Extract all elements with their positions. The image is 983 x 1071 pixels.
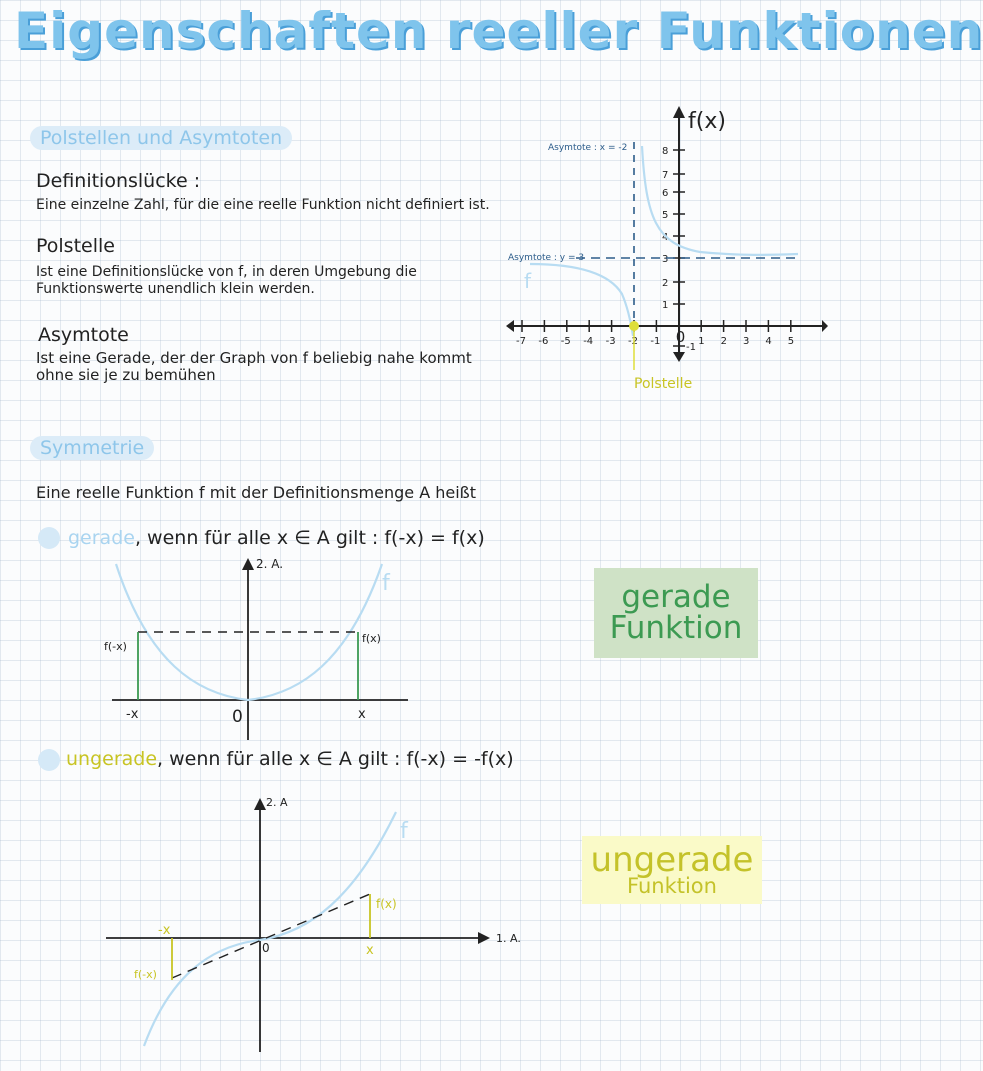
pole-graph-y-tick-label: 5: [662, 210, 669, 221]
pole-graph-y-tick-label: 2: [662, 278, 669, 289]
odd-graph-right-x: x: [366, 943, 374, 958]
even-graph-left-value: f(-x): [104, 640, 127, 653]
odd-graph-secant: [172, 894, 370, 978]
pole-graph-x-tick-label: -1: [650, 336, 661, 347]
odd-definition: [66, 748, 514, 770]
odd-graph: [100, 790, 540, 1060]
odd-graph-curve: [144, 812, 396, 1046]
even-box-line2: Funktion: [609, 610, 743, 646]
pole-graph-x-tick-label: -2: [628, 336, 638, 347]
odd-graph-origin: 0: [262, 941, 270, 955]
even-keyword: gerade: [68, 527, 135, 549]
horizontal-asymptote-label: Asymtote : y = 3: [508, 253, 585, 263]
even-function-box: [594, 568, 758, 658]
pole-graph-x-tick-label: -5: [560, 336, 571, 347]
term-definitionsluecke: Definitionslücke :: [36, 170, 201, 192]
term-asymtote: Asymtote: [38, 324, 129, 346]
pole-graph-x-tick-label: 2: [720, 336, 727, 347]
even-graph-y-arrow: [242, 558, 254, 570]
odd-condition: , wenn für alle x ∈ A gilt : f(-x) = -f(x): [157, 748, 514, 770]
odd-graph-right-value: f(x): [376, 897, 397, 911]
pole-graph-x-tick-label: -6: [538, 336, 549, 347]
pole-graph-x-tick-label: 0: [675, 328, 686, 346]
odd-keyword: ungerade: [66, 748, 158, 770]
pole-graph-y-tick-label: 3: [662, 254, 669, 265]
even-graph-left-x: -x: [126, 707, 139, 722]
pole-graph-y-tick-label: 4: [662, 232, 669, 243]
page-title: Eigenschaften reeller Funktionen: [14, 2, 983, 60]
pole-graph-y-arrow: [673, 106, 685, 118]
odd-graph-left-value: f(-x): [134, 968, 157, 981]
section-label-poles: Polstellen und Asymtoten: [30, 126, 292, 150]
pole-graph-y-tick-label: -1: [686, 342, 696, 353]
pole-graph-y-axis-label: f(x): [688, 109, 726, 134]
pole-graph-y-tick-label: 8: [662, 146, 669, 157]
odd-graph-y-axis-label: 2. A: [266, 796, 288, 809]
pole-graph-x-tick-label: 5: [787, 336, 795, 347]
pole-graph-x-tick-label: 3: [743, 336, 750, 347]
odd-graph-y-arrow: [254, 798, 266, 810]
text-asymtote: Ist eine Gerade, der der Graph von f beliebig nahe kommt ohne sie je zu bemühen: [36, 349, 472, 384]
bullet-even: [38, 527, 60, 549]
even-graph: [96, 552, 416, 742]
odd-box-line2: Funktion: [627, 874, 717, 898]
pole-graph: [500, 98, 828, 398]
pole-graph-y-tick-label: 1: [662, 300, 669, 311]
symmetry-intro: Eine reelle Funktion f mit der Definitionsmenge A heißt: [36, 483, 477, 502]
even-definition: [68, 527, 485, 549]
bullet-odd: [38, 749, 60, 771]
even-graph-origin: 0: [232, 707, 243, 727]
pole-graph-x-tick-label: 1: [698, 336, 705, 347]
odd-graph-x-arrow: [478, 932, 490, 944]
vertical-asymptote-label: Asymtote : x = -2: [548, 143, 628, 153]
odd-graph-left-x: -x: [158, 923, 171, 938]
pole-label: Polstelle: [634, 376, 693, 392]
pole-graph-y-tick-label: 7: [662, 170, 669, 181]
even-graph-right-x: x: [358, 707, 366, 722]
term-polstelle: Polstelle: [36, 235, 115, 257]
pole-graph-y-tick-label: 6: [662, 188, 669, 199]
pole-marker: [629, 321, 639, 331]
pole-graph-x-tick-label: 4: [765, 336, 772, 347]
pole-graph-x-ticks: [516, 320, 794, 347]
even-graph-right-value: f(x): [362, 632, 381, 645]
odd-graph-x-axis-label: 1. A.: [496, 932, 521, 945]
odd-function-box: [582, 836, 762, 904]
even-box-line1: gerade: [621, 579, 731, 615]
pole-graph-y-arrow-down: [673, 352, 685, 362]
pole-graph-x-arrow: [822, 320, 828, 332]
pole-graph-f-label: f: [524, 269, 532, 293]
even-condition: , wenn für alle x ∈ A gilt : f(-x) = f(x): [134, 527, 485, 549]
text-definitionsluecke: Eine einzelne Zahl, für die eine reelle Funktion nicht definiert ist.: [36, 197, 490, 213]
pole-graph-x-arrow-left: [506, 320, 514, 332]
pole-graph-x-tick-label: -3: [605, 336, 616, 347]
pole-graph-x-tick-label: -4: [583, 336, 594, 347]
even-graph-f-label: f: [382, 571, 390, 596]
text-polstelle: Ist eine Definitionslücke von f, in deren Umgebung die Funktionswerte unendlich klein werden.: [36, 264, 417, 297]
section-label-symmetry: Symmetrie: [30, 436, 154, 460]
pole-graph-x-tick-label: -7: [516, 336, 526, 347]
even-graph-y-axis-label: 2. A.: [256, 557, 284, 571]
odd-box-line1: ungerade: [590, 840, 754, 880]
odd-graph-f-label: f: [400, 819, 408, 844]
